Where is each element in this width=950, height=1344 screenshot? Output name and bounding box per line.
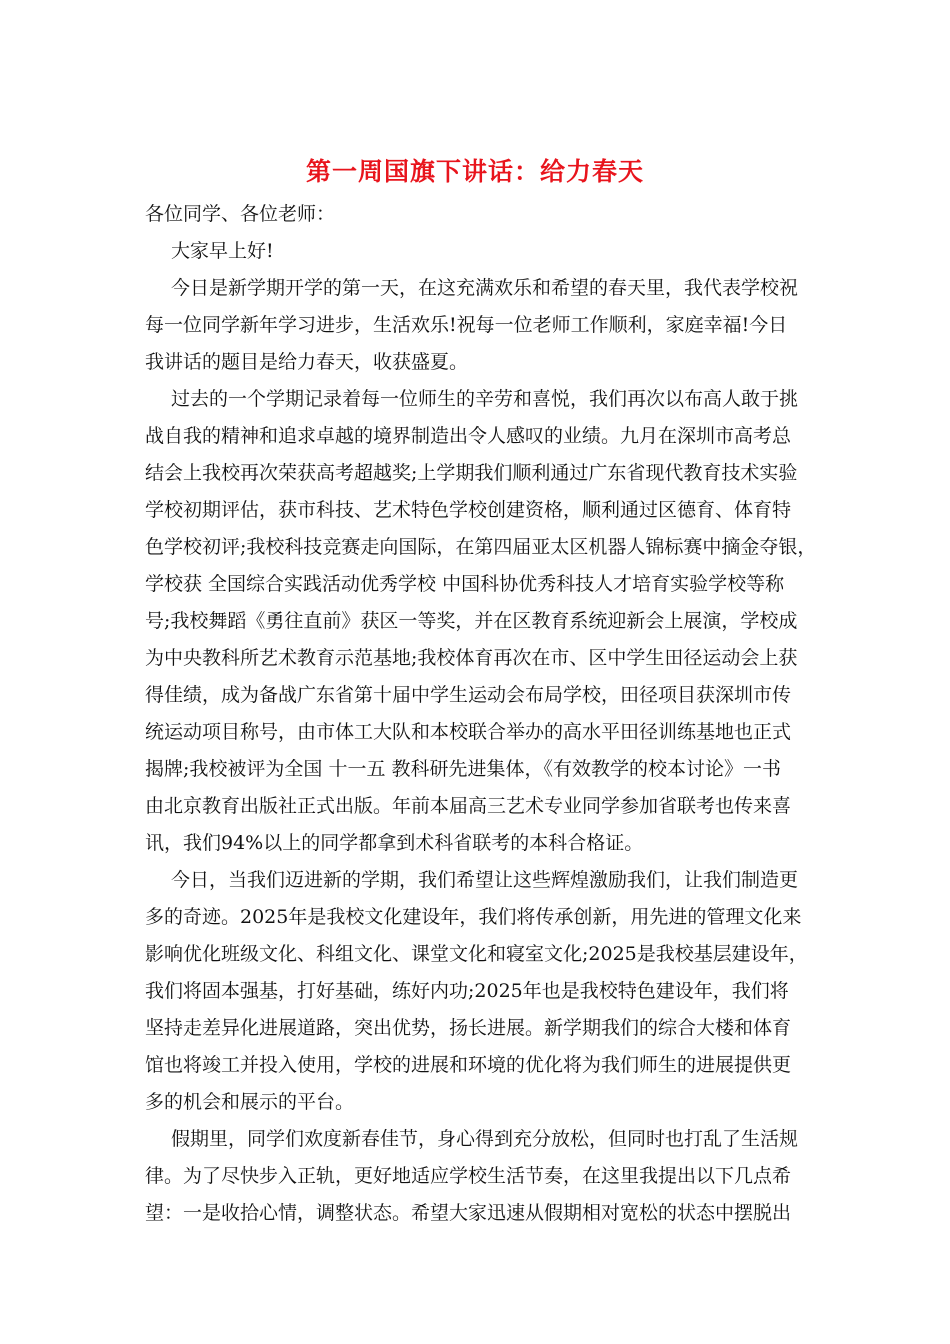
text-line: 由北京教育出版社正式出版。年前本届高三艺术专业同学参加省联考也传来喜 (145, 795, 792, 817)
text-line: 过去的一个学期记录着每一位师生的辛劳和喜悦，我们再次以布高人敢于挑 (171, 388, 799, 410)
text-line: 我们将固本强基，打好基础，练好内功;2025年也是我校特色建设年，我们将 (145, 980, 789, 1002)
text-line: 结会上我校再次荣获高考超越奖;上学期我们顺利通过广东省现代教育技术实验 (145, 462, 798, 484)
text-line: 每一位同学新年学习进步，生活欢乐!祝每一位老师工作顺利，家庭幸福!今日 (145, 314, 788, 336)
text-line: 影响优化班级文化、科组文化、课堂文化和寝室文化;2025是我校基层建设年， (145, 943, 808, 965)
text-line: 统运动项目称号，由市体工大队和本校联合举办的高水平田径训练基地也正式 (145, 721, 792, 743)
text-line: 我讲话的题目是给力春天，收获盛夏。 (145, 351, 469, 373)
text-line: 为中央教科所艺术教育示范基地;我校体育再次在市、区中学生田径运动会上获 (145, 647, 798, 669)
text-line: 多的奇迹。2025年是我校文化建设年，我们将传承创新，用先进的管理文化来 (145, 906, 802, 928)
text-line: 坚持走差异化进展道路，突出优势，扬长进展。新学期我们的综合大楼和体育 (145, 1017, 792, 1039)
text-line: 学校初期评估，获市科技、艺术特色学校创建资格，顺利通过区德育、体育特 (145, 499, 792, 521)
text-line: 战自我的精神和追求卓越的境界制造出令人感叹的业绩。九月在深圳市高考总 (145, 425, 792, 447)
document-body (145, 196, 815, 1232)
text-line: 色学校初评;我校科技竞赛走向国际，在第四届亚太区机器人锦标赛中摘金夺银， (145, 536, 817, 558)
text-line: 大家早上好! (171, 240, 274, 262)
text-line: 今日是新学期开学的第一天，在这充满欢乐和希望的春天里，我代表学校祝 (171, 277, 799, 299)
text-line: 揭牌;我校被评为全国 十一五 教科研先进集体，《有效教学的校本讨论》一书 (145, 758, 781, 780)
text-line: 馆也将竣工并投入使用，学校的进展和环境的优化将为我们师生的进展提供更 (145, 1054, 792, 1076)
text-line: 假期里，同学们欢度新春佳节，身心得到充分放松，但同时也打乱了生活规 (171, 1128, 799, 1150)
text-line: 今日，当我们迈进新的学期，我们希望让这些辉煌激励我们，让我们制造更 (171, 869, 799, 891)
text-line: 律。为了尽快步入正轨，更好地适应学校生活节奏，在这里我提出以下几点希 (145, 1165, 792, 1187)
document-title: 第一周国旗下讲话：给力春天 (305, 157, 644, 186)
text-line: 多的机会和展示的平台。 (145, 1091, 355, 1113)
text-line: 得佳绩，成为备战广东省第十届中学生运动会布局学校，田径项目获深圳市传 (145, 684, 792, 706)
text-line: 望：一是收拾心情，调整状态。希望大家迅速从假期相对宽松的状态中摆脱出 (145, 1202, 792, 1224)
text-line: 各位同学、各位老师： (145, 203, 336, 225)
text-line: 讯，我们94%以上的同学都拿到术科省联考的本科合格证。 (145, 832, 644, 854)
text-line: 学校获 全国综合实践活动优秀学校 中国科协优秀科技人才培育实验学校等称 (145, 573, 785, 595)
text-line: 号;我校舞蹈《勇往直前》获区一等奖，并在区教育系统迎新会上展演，学校成 (145, 610, 798, 632)
